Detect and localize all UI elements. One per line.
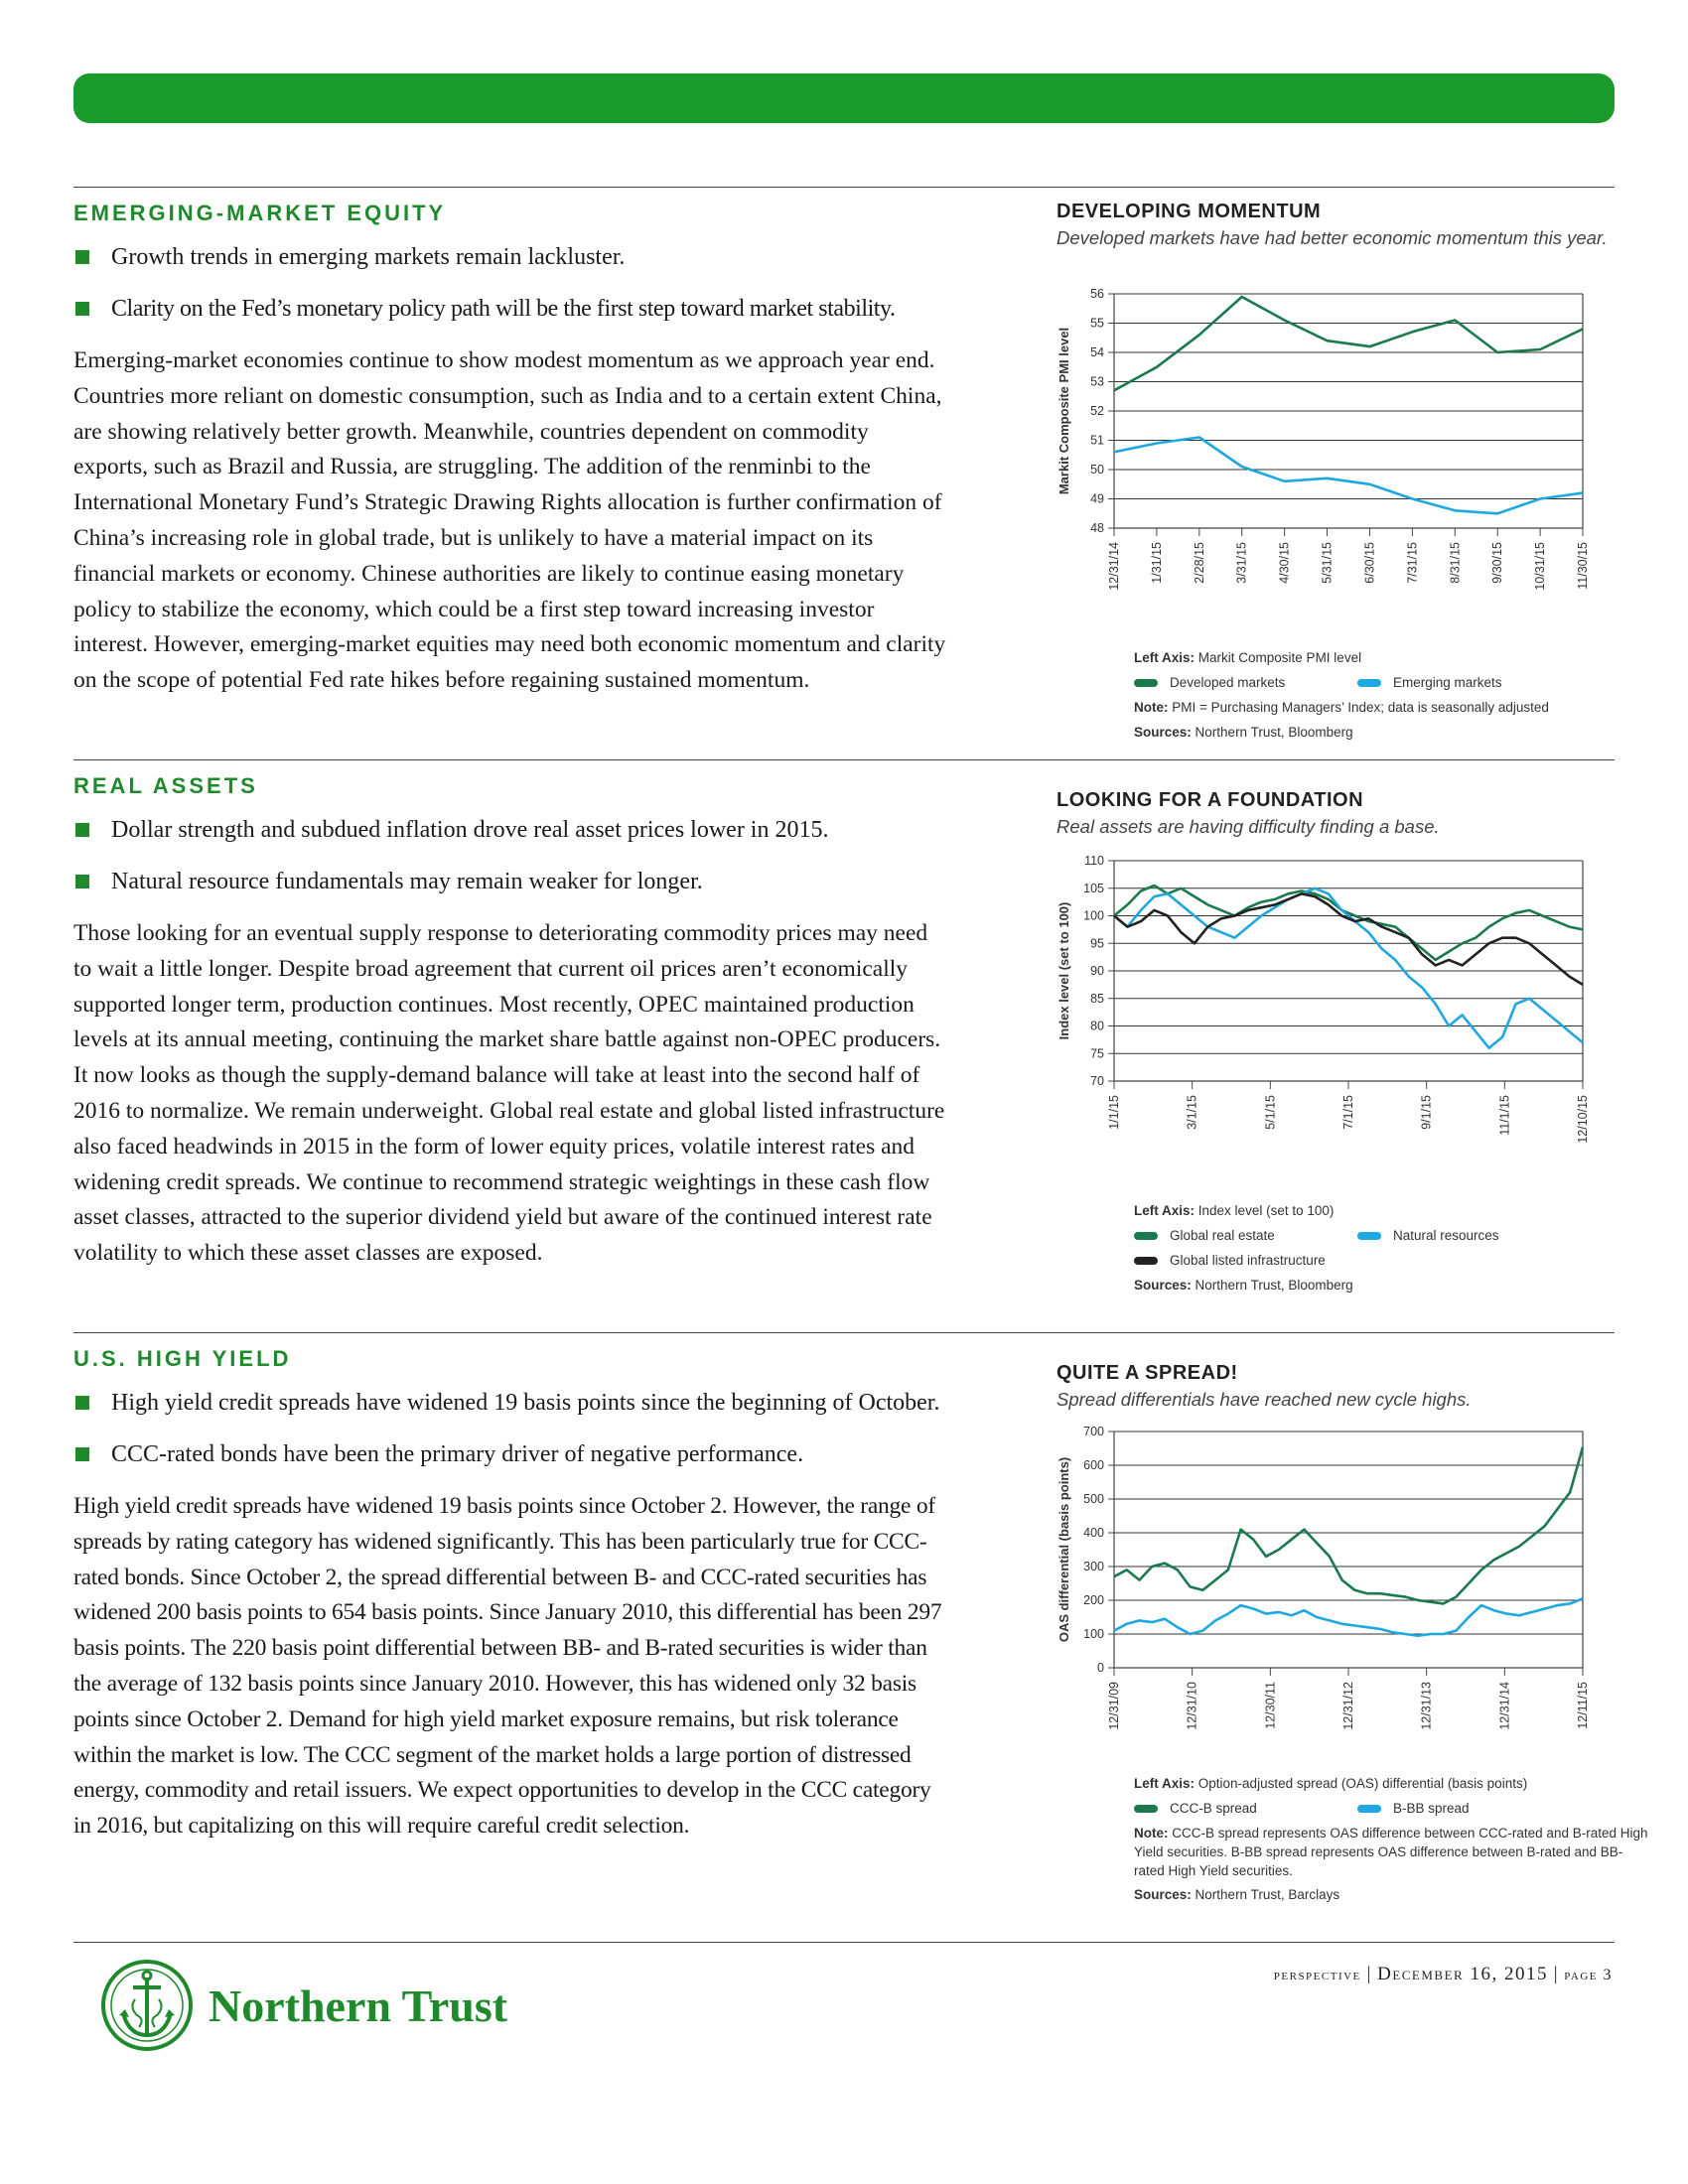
legend-swatch (1134, 679, 1158, 687)
section-heading: EMERGING-MARKET EQUITY (73, 201, 447, 225)
legend-item: Natural resources (1357, 1223, 1581, 1248)
y-tick-label: 100 (1083, 1627, 1104, 1641)
chart-legend: Left Axis: Index level (set to 100) Global real estate Natural resources Global listed infrastructure Sources: Northern Trust, Bloomberg (1134, 1198, 1630, 1297)
x-tick-label: 7/31/15 (1405, 542, 1420, 584)
x-tick-label: 5/31/15 (1320, 542, 1335, 584)
section-divider (73, 759, 1615, 760)
chart-subtitle: Real assets are having difficulty finding a base. (1056, 816, 1440, 837)
bullet-square-icon (75, 302, 89, 316)
body-paragraph: Those looking for an eventual supply response to deteriorating commodity prices may need to wait a little longer. Despite broad agreement that current oil prices aren’t economically supported longer term, production continues. Most recently, OPEC maintained production levels at its annual meeting, continuing the market share battle against non-OPEC producers. It now looks as though the supply-demand balance will take at least into the second half of 2016 to normalize. We remain underweight. Global real estate and global listed infrastructure also faced headwinds in 2015 in the form of lower equity prices, volatile interest rates and widening credit spreads. We continue to recommend strategic weightings in these cash flow asset classes, attracted to the superior dividend yield but aware of the continued interest rate volatility to which these asset classes are exposed. (73, 920, 945, 1267)
y-tick-label: 51 (1090, 433, 1104, 448)
y-tick-label: 100 (1083, 908, 1104, 923)
bullet-square-icon (75, 875, 89, 888)
x-tick-label: 12/31/14 (1497, 1682, 1512, 1730)
logo-wordmark: Northern Trust (209, 1979, 508, 2031)
y-axis-title: OAS differential (basis points) (1056, 1456, 1071, 1643)
chart-legend: Left Axis: Markit Composite PMI level Developed markets Emerging markets Note: PMI = Purchasing Managers’ Index; data is seasonally adjusted Sources: Northern Trust, Bloomberg (1134, 645, 1630, 745)
body-paragraph: High yield credit spreads have widened 19 basis points since October 2. However, the range of spreads by rating category has widened significantly. This has been particularly true for CCC-rated bonds. Since October 2, the spread differential between B- and CCC-rated securities has widened 200 basis points to 654 basis points. Since January 2010, this differential has been 297 basis points. The 220 basis point differential between BB- and B-rated securities is wider than the average of 132 basis points since January 2010. However, this has widened only 32 basis points since October 2. Demand for high yield market exposure remains, but risk tolerance within the market is low. The CCC segment of the market holds a large portion of distressed energy, commodity and retail issuers. We expect opportunities to develop in the CCC category in 2016, but capitalizing on this will require careful credit selection. (73, 1493, 942, 1840)
x-tick-label: 1/31/15 (1149, 542, 1164, 584)
y-tick-label: 55 (1090, 316, 1104, 331)
series-line (1114, 1598, 1583, 1635)
chart-title: DEVELOPING MOMENTUM (1056, 201, 1322, 222)
x-tick-label: 11/30/15 (1576, 542, 1590, 590)
y-tick-label: 56 (1090, 287, 1104, 301)
bullet-item: CCC-rated bonds have been the primary driver of negative performance. (73, 1437, 947, 1471)
legend-item: Global real estate (1134, 1223, 1357, 1248)
y-tick-label: 49 (1090, 491, 1104, 506)
chart-plot (1035, 847, 1611, 1244)
bullet-square-icon (75, 1447, 89, 1461)
x-tick-label: 12/30/11 (1263, 1682, 1278, 1729)
chart-plot (1035, 1418, 1611, 1815)
section-text (73, 773, 947, 1272)
chart-subtitle: Spread differentials have reached new cycle highs. (1056, 1389, 1472, 1410)
x-tick-label: 12/31/09 (1107, 1682, 1121, 1730)
y-tick-label: 75 (1090, 1046, 1104, 1061)
chart-legend: Left Axis: Option-adjusted spread (OAS) differential (basis points) CCC-B spread B-BB spread Note: CCC-B spread represents OAS difference between CCC-rated and B-rated High Yield securities. B-BB spread represents OAS difference between B-rated and BB-rated High Yield securities. Sources: Northern Trust, Barclays (1134, 1776, 1648, 1902)
section-divider (73, 1332, 1615, 1333)
x-tick-label: 11/1/15 (1497, 1095, 1512, 1136)
y-tick-label: 50 (1090, 463, 1104, 477)
series-line (1114, 297, 1583, 390)
section-text (73, 1346, 947, 1844)
x-tick-label: 9/30/15 (1490, 542, 1505, 584)
y-tick-label: 400 (1083, 1526, 1104, 1540)
x-tick-label: 12/31/14 (1107, 542, 1121, 591)
chart-title: QUITE A SPREAD! (1056, 1362, 1238, 1384)
legend-item: CCC-B spread (1134, 1796, 1357, 1821)
x-tick-label: 6/30/15 (1362, 542, 1377, 584)
x-tick-label: 4/30/15 (1277, 542, 1292, 584)
bullet-item: High yield credit spreads have widened 19 basis points since the beginning of October. (73, 1386, 947, 1420)
y-tick-label: 85 (1090, 991, 1104, 1006)
x-tick-label: 12/11/15 (1576, 1682, 1590, 1729)
y-tick-label: 300 (1083, 1560, 1104, 1573)
x-tick-label: 7/1/15 (1341, 1095, 1355, 1130)
y-tick-label: 0 (1097, 1661, 1104, 1675)
legend-swatch (1357, 679, 1381, 687)
legend-item: Global listed infrastructure (1134, 1248, 1357, 1273)
y-axis-title: Markit Composite PMI level (1056, 327, 1071, 495)
y-tick-label: 600 (1083, 1458, 1104, 1472)
body-paragraph: Emerging-market economies continue to show modest momentum as we approach year end. Countries more reliant on domestic consumption, such as India and to a certain extent China, are showing relatively better growth. Meanwhile, countries dependent on commodity exports, such as Brazil and Russia, are struggling. The addition of the renminbi to the International Monetary Fund’s Strategic Drawing Rights allocation is further confirmation of China’s increasing role in global trade, but is unlikely to have a material impact on its financial markets or economy. Chinese authorities are likely to continue easing monetary policy to stabilize the economy, which could be a first step toward increasing investor interest. However, emerging-market equities may need both economic momentum and clarity on the scope of potential Fed rate hikes before regaining sustained momentum. (73, 347, 946, 694)
page-number: page 3 (1564, 1967, 1613, 1983)
footer-divider (73, 1942, 1615, 1943)
series-line (1114, 886, 1583, 960)
section-us-high-yield (73, 1346, 1648, 1932)
y-tick-label: 700 (1083, 1425, 1104, 1438)
northern-trust-logo (99, 1958, 507, 2053)
bullet-item: Dollar strength and subdued inflation drove real asset prices lower in 2015. (73, 813, 947, 847)
section-real-assets (73, 773, 1615, 1329)
y-tick-label: 500 (1083, 1492, 1104, 1506)
x-tick-label: 10/31/15 (1533, 542, 1548, 591)
legend-swatch (1357, 1232, 1381, 1240)
y-tick-label: 90 (1090, 964, 1104, 978)
legend-item: Emerging markets (1357, 670, 1581, 695)
section-emerging-market-equity (73, 201, 1615, 756)
x-tick-label: 12/31/10 (1185, 1682, 1199, 1730)
bullet-item: Clarity on the Fed’s monetary policy path will be the first step toward market stability. (73, 292, 947, 326)
series-line (1114, 438, 1583, 514)
legend-swatch (1134, 1232, 1158, 1240)
anchor-seal-icon (99, 1958, 195, 2053)
bullet-square-icon (75, 823, 89, 837)
chart-developing-momentum (1056, 201, 1622, 740)
bullet-item: Natural resource fundamentals may remain weaker for longer. (73, 865, 947, 898)
legend-swatch (1134, 1805, 1158, 1813)
x-tick-label: 9/1/15 (1419, 1095, 1434, 1130)
x-tick-label: 3/31/15 (1234, 542, 1249, 584)
y-axis-title: Index level (set to 100) (1056, 901, 1071, 1040)
folio-separator: | (1366, 1964, 1372, 1984)
y-tick-label: 95 (1090, 936, 1104, 951)
folio-separator: | (1553, 1964, 1559, 1984)
header-banner (73, 73, 1615, 123)
legend-item: B-BB spread (1357, 1796, 1581, 1821)
chart-title: LOOKING FOR A FOUNDATION (1056, 789, 1364, 811)
x-tick-label: 5/1/15 (1263, 1095, 1278, 1130)
legend-swatch (1357, 1805, 1381, 1813)
legend-item: Developed markets (1134, 670, 1357, 695)
y-tick-label: 200 (1083, 1593, 1104, 1607)
x-tick-label: 3/1/15 (1185, 1095, 1199, 1130)
y-tick-label: 52 (1090, 404, 1104, 418)
publication-name: perspective (1273, 1967, 1361, 1983)
section-text (73, 201, 947, 699)
section-heading: REAL ASSETS (73, 773, 258, 798)
page-folio (1274, 1964, 1613, 1985)
y-tick-label: 80 (1090, 1019, 1104, 1033)
y-tick-label: 54 (1090, 345, 1104, 359)
x-tick-label: 12/31/13 (1419, 1682, 1434, 1730)
chart-plot (1035, 280, 1611, 697)
y-tick-label: 53 (1090, 374, 1104, 389)
x-tick-label: 12/31/12 (1341, 1682, 1355, 1730)
chart-subtitle: Developed markets have had better economic momentum this year. (1056, 227, 1608, 248)
series-line (1114, 1447, 1583, 1604)
y-tick-label: 105 (1083, 881, 1104, 895)
x-tick-label: 1/1/15 (1107, 1095, 1121, 1130)
y-tick-label: 48 (1090, 521, 1104, 535)
bullet-square-icon (75, 1396, 89, 1410)
x-tick-label: 2/28/15 (1192, 542, 1206, 584)
y-tick-label: 70 (1090, 1074, 1104, 1088)
chart-quite-a-spread (1056, 1362, 1648, 1902)
x-tick-label: 8/31/15 (1448, 542, 1463, 584)
bullet-item: Growth trends in emerging markets remain lackluster. (73, 240, 947, 274)
y-tick-label: 110 (1084, 854, 1104, 868)
bullet-square-icon (75, 250, 89, 264)
section-divider (73, 187, 1615, 188)
chart-looking-for-a-foundation (1056, 789, 1622, 1293)
publication-date: December 16, 2015 (1377, 1964, 1548, 1984)
legend-swatch (1134, 1257, 1158, 1265)
section-heading: U.S. HIGH YIELD (73, 1346, 292, 1371)
x-tick-label: 12/10/15 (1576, 1095, 1590, 1144)
